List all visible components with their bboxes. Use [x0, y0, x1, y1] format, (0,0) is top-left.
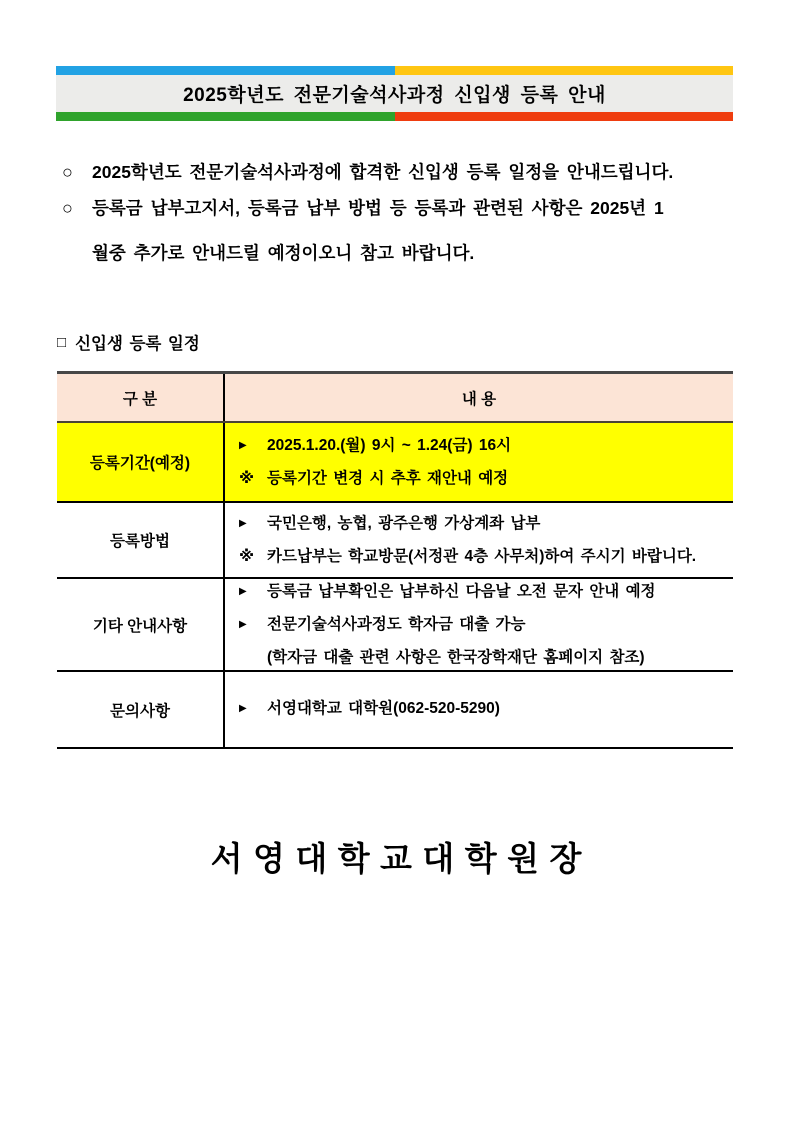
content-line [239, 693, 733, 726]
title-band [56, 75, 733, 112]
section-heading-text: 신입생 등록 일정 [75, 335, 200, 353]
content-line [239, 642, 733, 673]
row-label: 문의사항 [57, 672, 225, 747]
banner-bottom-bar [56, 112, 733, 121]
table-row-other-notices [57, 579, 733, 672]
intro-bullet-2-text-line1: 등록금 납부고지서, 등록금 납부 방법 등 등록과 관련된 사항은 2025년 1 [92, 198, 664, 218]
banner-top-bar [56, 66, 733, 75]
banner-top-bar-yellow [395, 66, 734, 75]
arrow-bullet-icon: ▶ [239, 703, 247, 714]
signature-dean-title: 서 영 대 학 교 대 학 원 장 [210, 839, 583, 878]
content-line [239, 508, 733, 541]
content-line [239, 609, 733, 642]
row-label: 등록기간(예정) [57, 423, 225, 501]
table-row-registration-period [57, 423, 733, 503]
row-content [225, 503, 733, 577]
arrow-bullet-icon: ▶ [239, 586, 247, 597]
content-line-text: 등록기간 변경 시 추후 재안내 예정 [267, 470, 509, 487]
square-bullet-icon: □ [57, 333, 67, 351]
content-line-text: 2025.1.20.(월) 9시 ~ 1.24(금) 16시 [267, 437, 512, 454]
banner-bottom-bar-green [56, 112, 395, 121]
page-title: 2025학년도 전문기술석사과정 신입생 등록 안내 [183, 85, 606, 106]
content-line-text: (학자금 대출 관련 사항은 한국장학재단 홈페이지 참조) [267, 649, 645, 666]
arrow-bullet-icon: ▶ [239, 518, 247, 529]
table-row-registration-method [57, 503, 733, 579]
section-heading [57, 330, 200, 354]
intro-bullet-1-text: 2025학년도 전문기술석사과정에 합격한 신입생 등록 일정을 안내드립니다. [92, 162, 674, 182]
banner-top-bar-blue [56, 66, 395, 75]
table-header-category: 구 분 [57, 374, 225, 421]
table-header-content: 내 용 [225, 374, 733, 421]
row-content [225, 423, 733, 501]
content-line-text: 서영대학교 대학원(062-520-5290) [267, 700, 500, 717]
registration-schedule-table [57, 371, 733, 749]
row-content [225, 579, 733, 670]
intro-bullet-2-text-line2: 월중 추가로 안내드릴 예정이오니 참고 바랍니다. [92, 243, 475, 263]
banner-bottom-bar-red [395, 112, 734, 121]
content-line [239, 430, 733, 463]
row-label: 등록방법 [57, 503, 225, 577]
title-banner [56, 66, 733, 121]
reference-mark-icon: ※ [239, 548, 255, 565]
circle-bullet-icon: ○ [62, 198, 73, 218]
content-line [239, 541, 733, 572]
content-line-text: 전문기술석사과정도 학자금 대출 가능 [267, 616, 526, 633]
intro-bullet-2 [62, 196, 762, 220]
content-line-text: 등록금 납부확인은 납부하신 다음날 오전 문자 안내 예정 [267, 583, 656, 600]
content-line [239, 576, 733, 609]
reference-mark-icon: ※ [239, 470, 255, 487]
arrow-bullet-icon: ▶ [239, 619, 247, 630]
content-line-text: 국민은행, 농협, 광주은행 가상계좌 납부 [267, 515, 541, 532]
intro-bullet-1 [62, 160, 762, 184]
intro-bullet-2-continued [62, 241, 762, 265]
table-row-inquiries [57, 672, 733, 749]
row-label: 기타 안내사항 [57, 579, 225, 670]
content-line-text: 카드납부는 학교방문(서정관 4층 사무처)하여 주시기 바랍니다. [267, 548, 697, 565]
table-header-row [57, 374, 733, 423]
row-content [225, 672, 733, 747]
circle-bullet-icon: ○ [62, 162, 73, 182]
content-line [239, 463, 733, 494]
arrow-bullet-icon: ▶ [239, 440, 247, 451]
